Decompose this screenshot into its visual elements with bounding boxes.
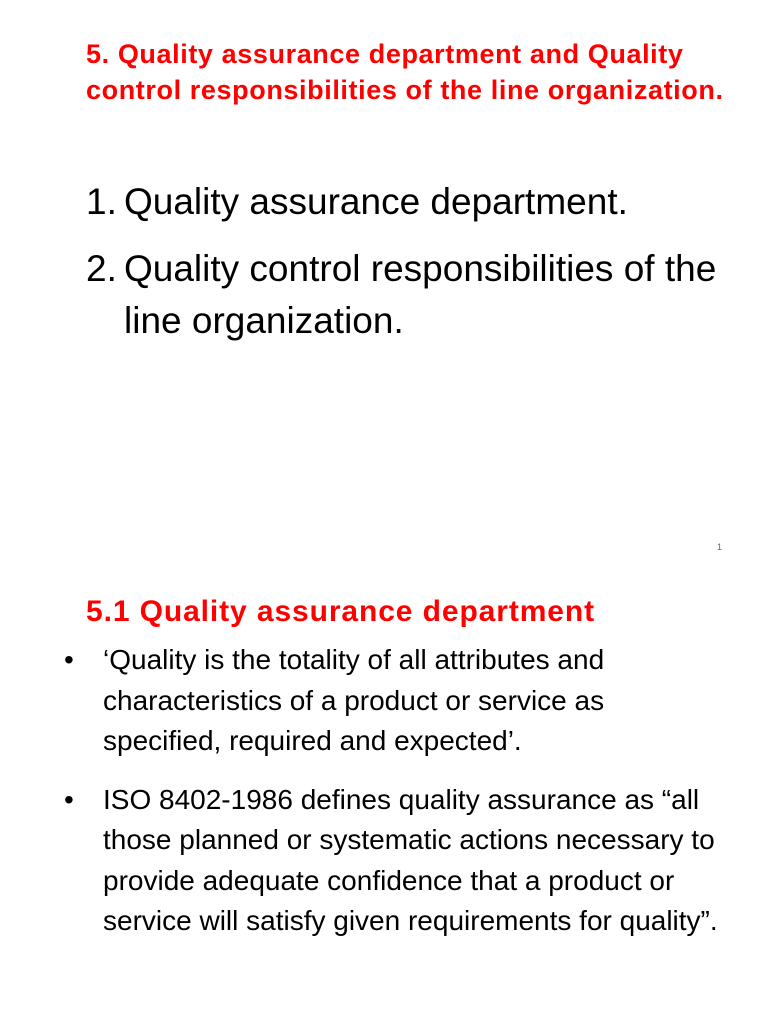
slide-2-title: 5.1 Quality assurance department [86, 595, 595, 628]
bullet-list [62, 640, 722, 960]
list-item-text: Quality assurance department. [124, 181, 628, 222]
list-item [86, 243, 726, 347]
page-number: 1 [716, 542, 722, 552]
list-item-text: Quality control responsibilities of the line organization. [124, 248, 717, 341]
list-item [86, 176, 726, 228]
bullet-text: ‘Quality is the totality of all attributes and characteristics of a product or service as specified, required and expected’. [103, 644, 605, 756]
bullet-text: ISO 8402-1986 defines quality assurance as “all those planned or systematic actions necessary to provide adequate confidence that a product or service will satisfy given requirements for quality”. [103, 783, 718, 936]
bullet-item [62, 640, 722, 762]
list-item-number: 1. [86, 181, 117, 222]
slide-1-title: 5. Quality assurance department and Quality control responsibilities of the line organization. [86, 39, 724, 105]
bullet-icon: • [64, 783, 74, 815]
list-item-number: 2. [86, 248, 117, 289]
bullet-item [62, 780, 722, 942]
numbered-list [86, 176, 726, 362]
bullet-icon: • [64, 644, 74, 675]
